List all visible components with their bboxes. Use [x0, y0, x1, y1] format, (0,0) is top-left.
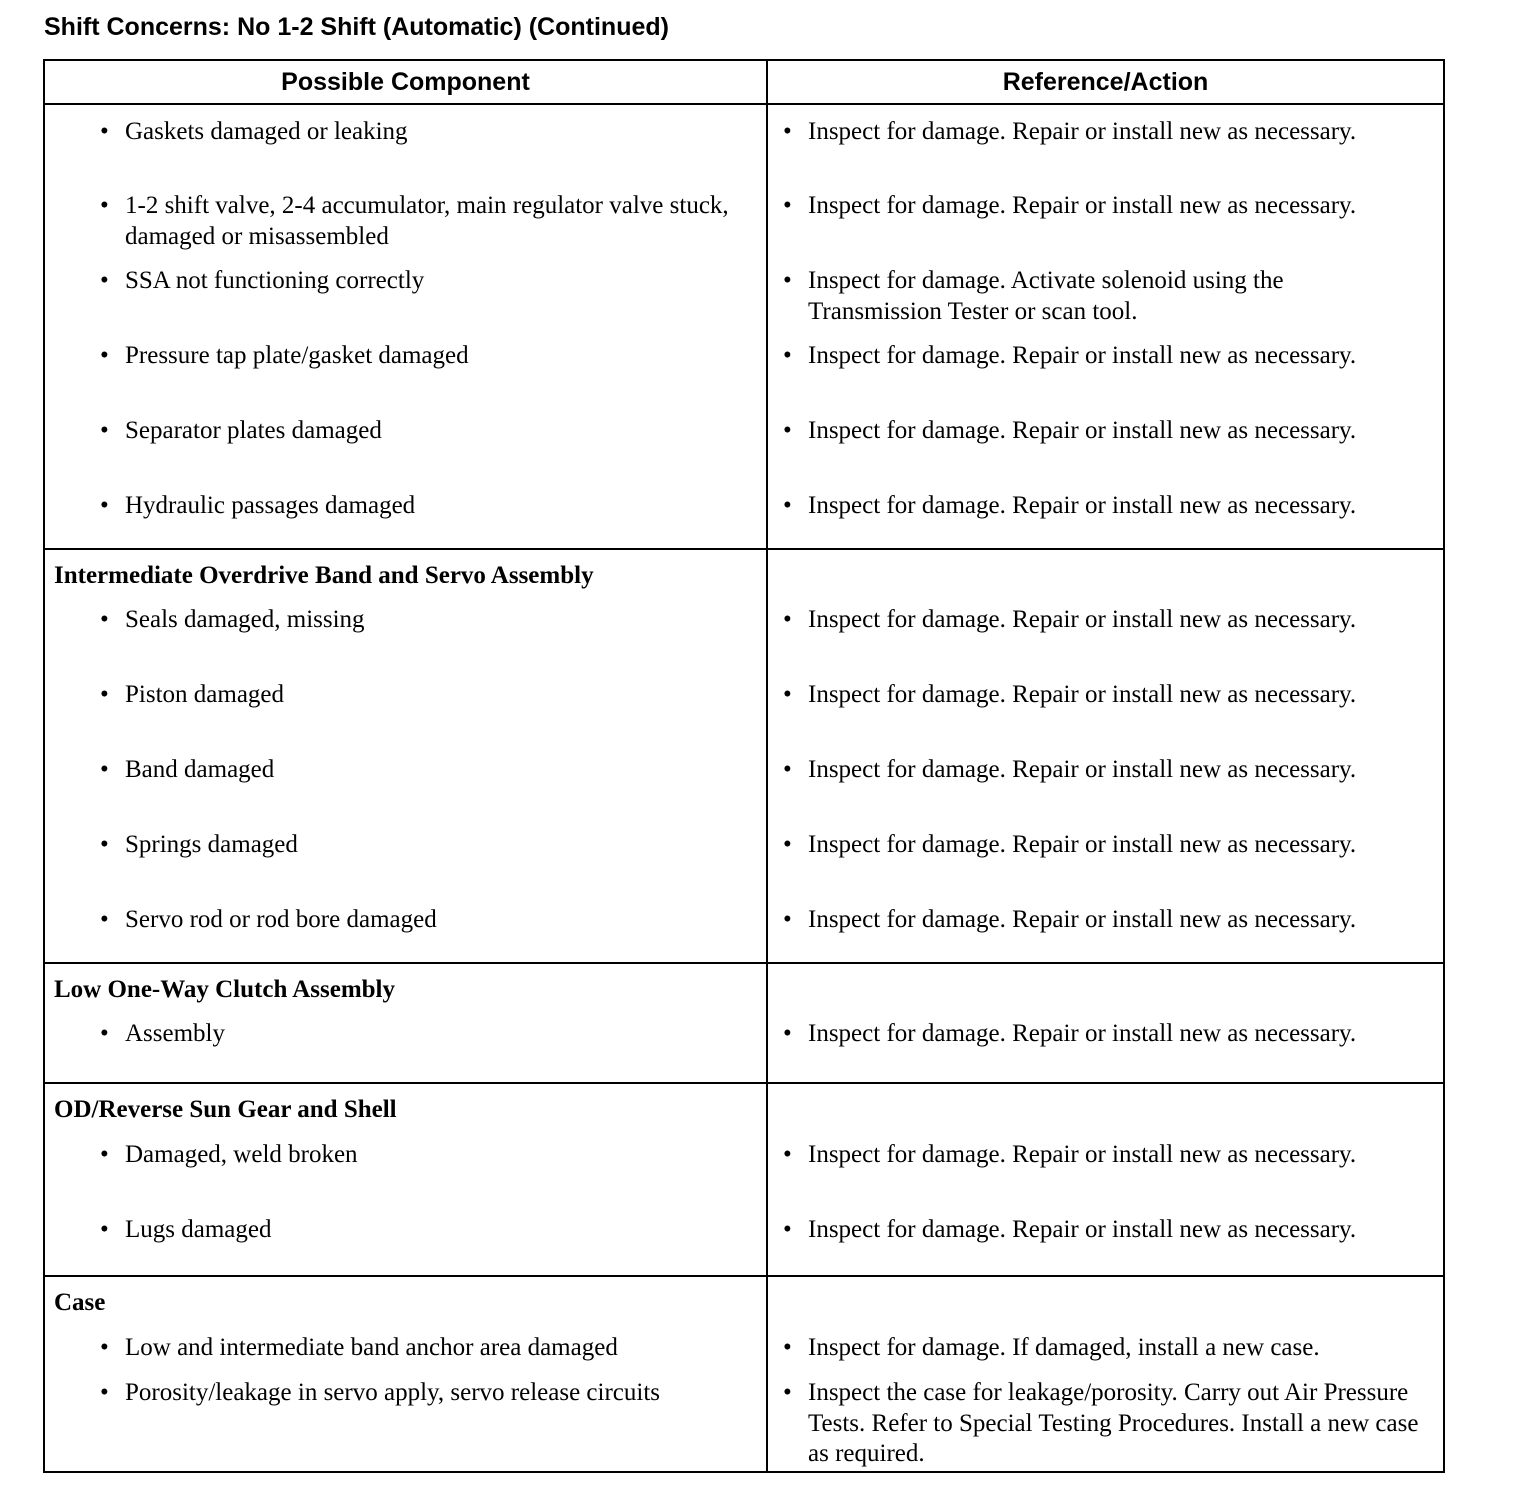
component-cell	[44, 254, 767, 329]
table-row	[44, 1203, 1444, 1276]
column-header-reference-action: Reference/Action	[767, 60, 1444, 104]
section-cell	[44, 1276, 767, 1321]
list-item	[45, 905, 766, 936]
bullet-icon: •	[783, 118, 792, 145]
bullet-icon: •	[100, 1216, 109, 1243]
page-title: Shift Concerns: No 1-2 Shift (Automatic) (Continued)	[44, 13, 669, 41]
table-row	[44, 818, 1444, 893]
list-item	[768, 1019, 1443, 1050]
table-row	[44, 1007, 1444, 1083]
component-text: Hydraulic passages damaged	[125, 492, 416, 519]
component-cell	[44, 1203, 767, 1276]
bullet-icon: •	[783, 831, 792, 858]
component-cell	[44, 479, 767, 549]
troubleshooting-table	[43, 59, 1445, 1473]
component-cell	[44, 179, 767, 254]
list-item	[45, 1019, 766, 1050]
empty-action-cell	[767, 1276, 1444, 1321]
action-text: Inspect for damage. Repair or install new as necessary.	[808, 606, 1357, 633]
table-row	[44, 668, 1444, 743]
bullet-icon: •	[100, 1334, 109, 1361]
component-cell	[44, 668, 767, 743]
list-item	[45, 341, 766, 372]
component-text: Assembly	[125, 1020, 225, 1047]
bullet-icon: •	[783, 417, 792, 444]
action-text: Inspect for damage. Repair or install new as necessary.	[808, 1216, 1357, 1243]
bullet-icon: •	[783, 492, 792, 519]
action-text: Inspect for damage. Repair or install new as necessary.	[808, 756, 1357, 783]
table-row	[44, 1321, 1444, 1366]
action-cell	[767, 818, 1444, 893]
action-cell	[767, 329, 1444, 404]
table-header-row	[44, 60, 1444, 104]
list-item	[45, 755, 766, 786]
bullet-icon: •	[100, 756, 109, 783]
bullet-icon: •	[783, 606, 792, 633]
section-cell	[44, 963, 767, 1007]
empty-action-cell	[767, 963, 1444, 1007]
bullet-icon: •	[783, 1216, 792, 1243]
list-item	[768, 1215, 1443, 1246]
list-item	[45, 266, 766, 297]
bullet-icon: •	[783, 192, 792, 219]
list-item	[45, 680, 766, 711]
section-header-row	[44, 1083, 1444, 1128]
action-cell	[767, 1366, 1444, 1472]
list-item	[45, 191, 766, 252]
component-cell	[44, 329, 767, 404]
action-cell	[767, 254, 1444, 329]
action-cell	[767, 1321, 1444, 1366]
component-text: Band damaged	[125, 756, 275, 783]
section-header-row	[44, 1276, 1444, 1321]
action-text: Inspect for damage. Repair or install new as necessary.	[808, 192, 1357, 219]
list-item	[768, 491, 1443, 522]
list-item	[768, 755, 1443, 786]
bullet-icon: •	[783, 1141, 792, 1168]
action-cell	[767, 743, 1444, 818]
list-item	[45, 416, 766, 447]
action-text: Inspect for damage. If damaged, install a new case.	[808, 1334, 1320, 1361]
list-item	[768, 341, 1443, 372]
action-text: Inspect for damage. Repair or install new as necessary.	[808, 1141, 1357, 1168]
bullet-icon: •	[100, 417, 109, 444]
list-item	[768, 605, 1443, 636]
component-text: Damaged, weld broken	[125, 1141, 358, 1168]
action-cell	[767, 1007, 1444, 1083]
bullet-icon: •	[783, 681, 792, 708]
table-row	[44, 593, 1444, 668]
column-header-possible-component: Possible Component	[44, 60, 767, 104]
action-text: Inspect for damage. Repair or install new as necessary.	[808, 342, 1357, 369]
list-item	[768, 1333, 1443, 1364]
section-cell	[44, 549, 767, 593]
table-row	[44, 179, 1444, 254]
action-text: Inspect for damage. Repair or install new as necessary.	[808, 492, 1357, 519]
table-row	[44, 1366, 1444, 1472]
component-cell	[44, 1007, 767, 1083]
table-row	[44, 479, 1444, 549]
action-cell	[767, 479, 1444, 549]
component-cell	[44, 893, 767, 963]
action-text: Inspect for damage. Activate solenoid using the Transmission Tester or scan tool.	[808, 267, 1284, 325]
component-text: Piston damaged	[125, 681, 285, 708]
list-item	[45, 491, 766, 522]
bullet-icon: •	[100, 492, 109, 519]
component-cell	[44, 104, 767, 179]
action-cell	[767, 404, 1444, 479]
list-item	[45, 605, 766, 636]
bullet-icon: •	[100, 831, 109, 858]
bullet-icon: •	[100, 681, 109, 708]
section-title: OD/Reverse Sun Gear and Shell	[54, 1096, 397, 1123]
bullet-icon: •	[100, 342, 109, 369]
component-text: Servo rod or rod bore damaged	[125, 906, 437, 933]
action-text: Inspect for damage. Repair or install new as necessary.	[808, 681, 1357, 708]
table-row	[44, 404, 1444, 479]
table-row	[44, 329, 1444, 404]
list-item	[768, 830, 1443, 861]
section-header-row	[44, 963, 1444, 1007]
action-text: Inspect the case for leakage/porosity. Carry out Air Pressure Tests. Refer to Special Testing Procedures. Install a new case as required.	[808, 1379, 1419, 1467]
list-item	[768, 191, 1443, 222]
action-cell	[767, 1128, 1444, 1203]
component-text: 1-2 shift valve, 2-4 accumulator, main regulator valve stuck, damaged or misassembled	[125, 192, 729, 250]
component-text: Separator plates damaged	[125, 417, 382, 444]
bullet-icon: •	[100, 1020, 109, 1047]
bullet-icon: •	[100, 118, 109, 145]
bullet-icon: •	[783, 1020, 792, 1047]
bullet-icon: •	[100, 1379, 109, 1406]
action-cell	[767, 893, 1444, 963]
component-text: Gaskets damaged or leaking	[125, 118, 408, 145]
bullet-icon: •	[783, 267, 792, 294]
component-text: Low and intermediate band anchor area damaged	[125, 1334, 618, 1361]
table-row	[44, 104, 1444, 179]
component-text: Springs damaged	[125, 831, 298, 858]
list-item	[45, 830, 766, 861]
table-row	[44, 254, 1444, 329]
action-cell	[767, 1203, 1444, 1276]
bullet-icon: •	[783, 1334, 792, 1361]
list-item	[768, 680, 1443, 711]
action-text: Inspect for damage. Repair or install new as necessary.	[808, 831, 1357, 858]
bullet-icon: •	[100, 267, 109, 294]
component-cell	[44, 593, 767, 668]
list-item	[768, 117, 1443, 148]
component-cell	[44, 743, 767, 818]
section-title: Case	[54, 1289, 106, 1316]
table-body	[44, 104, 1444, 1472]
list-item	[45, 1215, 766, 1246]
component-cell	[44, 1366, 767, 1472]
bullet-icon: •	[100, 606, 109, 633]
empty-action-cell	[767, 1083, 1444, 1128]
table-row	[44, 893, 1444, 963]
component-text: Seals damaged, missing	[125, 606, 365, 633]
bullet-icon: •	[783, 1379, 792, 1406]
bullet-icon: •	[100, 1141, 109, 1168]
action-text: Inspect for damage. Repair or install new as necessary.	[808, 118, 1357, 145]
bullet-icon: •	[783, 756, 792, 783]
section-title: Low One-Way Clutch Assembly	[54, 976, 396, 1003]
component-text: Porosity/leakage in servo apply, servo release circuits	[125, 1379, 661, 1406]
action-text: Inspect for damage. Repair or install new as necessary.	[808, 906, 1357, 933]
list-item	[768, 416, 1443, 447]
list-item	[768, 905, 1443, 936]
action-cell	[767, 668, 1444, 743]
action-cell	[767, 104, 1444, 179]
component-cell	[44, 404, 767, 479]
component-cell	[44, 1321, 767, 1366]
list-item	[768, 1140, 1443, 1171]
bullet-icon: •	[783, 906, 792, 933]
table-row	[44, 743, 1444, 818]
bullet-icon: •	[783, 342, 792, 369]
action-text: Inspect for damage. Repair or install new as necessary.	[808, 417, 1357, 444]
list-item	[45, 1333, 766, 1364]
empty-action-cell	[767, 549, 1444, 593]
list-item	[45, 117, 766, 148]
list-item	[45, 1140, 766, 1171]
component-cell	[44, 818, 767, 893]
bullet-icon: •	[100, 192, 109, 219]
bullet-icon: •	[100, 906, 109, 933]
section-cell	[44, 1083, 767, 1128]
component-text: SSA not functioning correctly	[125, 267, 425, 294]
component-text: Lugs damaged	[125, 1216, 272, 1243]
section-header-row	[44, 549, 1444, 593]
action-text: Inspect for damage. Repair or install new as necessary.	[808, 1020, 1357, 1047]
section-title: Intermediate Overdrive Band and Servo Assembly	[54, 562, 594, 589]
component-cell	[44, 1128, 767, 1203]
list-item	[45, 1378, 766, 1409]
list-item	[768, 266, 1443, 327]
component-text: Pressure tap plate/gasket damaged	[125, 342, 469, 369]
list-item	[768, 1378, 1443, 1470]
action-cell	[767, 179, 1444, 254]
table-row	[44, 1128, 1444, 1203]
action-cell	[767, 593, 1444, 668]
